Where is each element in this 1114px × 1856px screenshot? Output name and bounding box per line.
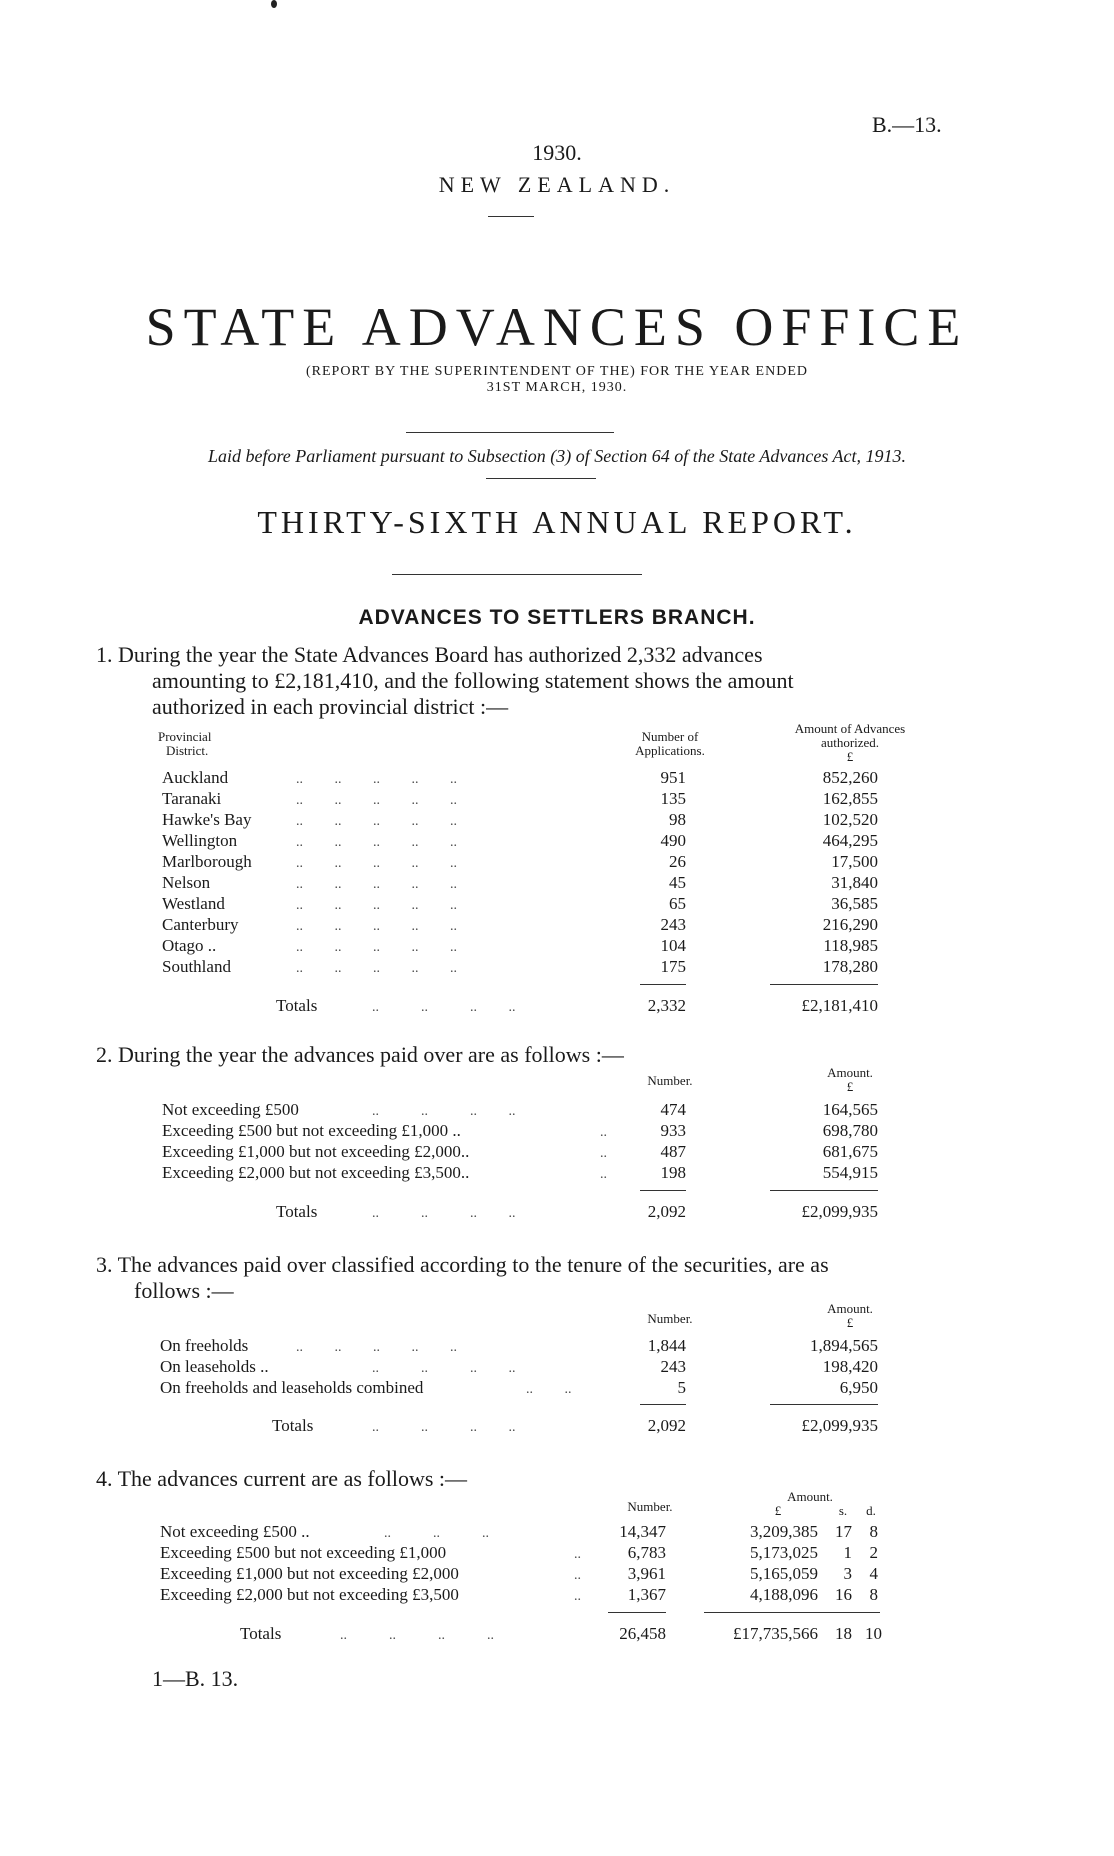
leader-dots: .. .. .. .. .. [296, 1340, 457, 1355]
leader-dots: .. [574, 1589, 581, 1604]
table3-number: 5 [677, 1378, 686, 1397]
table4-shillings: 17 [835, 1522, 852, 1541]
table4-pence: 4 [869, 1564, 878, 1583]
table1-total-label: Totals [276, 996, 318, 1015]
table2-number-total-rule [640, 1190, 686, 1191]
table3-amount-total-rule [770, 1404, 878, 1405]
leader-dots: .. .. .. .. [340, 1628, 494, 1643]
table1-amount: 464,295 [822, 831, 878, 850]
table1-number: 175 [660, 957, 686, 976]
table2-number: 487 [660, 1142, 686, 1161]
table4-total-shillings: 18 [835, 1624, 852, 1643]
table1-amount: 17,500 [831, 852, 878, 871]
table4-number: 14,347 [619, 1522, 666, 1541]
note-divider [486, 478, 596, 479]
table1-header-district: Provincial District. [158, 729, 212, 758]
table4-total-label: Totals [240, 1624, 282, 1643]
year: 1930. [532, 140, 582, 165]
table2-amount: 698,780 [822, 1121, 878, 1140]
table3-label: On freeholds and leaseholds combined [160, 1378, 424, 1397]
table3-header-amount: Amount. £ [827, 1301, 873, 1330]
leader-dots: .. [574, 1547, 581, 1562]
table4-label: Exceeding £1,000 but not exceeding £2,000 [160, 1564, 459, 1583]
table2-header-amount: Amount. £ [827, 1065, 873, 1094]
subtitle-divider [406, 432, 614, 433]
table4-total-pence: 10 [865, 1624, 882, 1643]
leader-dots: .. .. .. .. .. [296, 793, 457, 808]
leader-dots: .. .. .. .. .. [296, 835, 457, 850]
leader-dots: .. .. .. .. .. [296, 814, 457, 829]
leader-dots: .. [574, 1568, 581, 1583]
table2-total-number: 2,092 [647, 1202, 686, 1221]
table1-district: Otago .. [162, 936, 217, 955]
table1-amount: 36,585 [831, 894, 878, 913]
leader-dots: .. .. .. .. .. [296, 772, 457, 787]
leader-dots: .. .. .. .. .. [296, 898, 457, 913]
subtitle-line-2: 31ST MARCH, 1930. [486, 380, 628, 395]
table1-total-amount: £2,181,410 [801, 996, 878, 1015]
table4-number: 1,367 [627, 1585, 666, 1604]
leader-dots: .. .. .. .. [372, 1361, 516, 1376]
table2-total-amount: £2,099,935 [801, 1202, 878, 1221]
table1-amount: 162,855 [822, 789, 878, 808]
table4-shillings: 16 [835, 1585, 852, 1604]
table4-header-number: Number. [627, 1499, 673, 1514]
leader-dots: .. .. .. .. .. [296, 961, 457, 976]
table1-district: Westland [162, 894, 225, 913]
table1-district: Taranaki [162, 789, 222, 808]
table2-header-number: Number. [647, 1073, 693, 1088]
table1-header-number: Number of Applications. [635, 729, 705, 758]
para1-line-1: 1. During the year the State Advances Board has authorized 2,332 advances [96, 642, 763, 667]
table4-total-pounds: £17,735,566 [733, 1624, 818, 1643]
table4-number-total-rule [608, 1612, 666, 1613]
table2-total-label: Totals [276, 1202, 318, 1221]
para1-line-3: authorized in each provincial district :— [152, 694, 509, 719]
para1-line-2: amounting to £2,181,410, and the following statement shows the amount [152, 668, 794, 693]
table4-header-shillings: s. [838, 1503, 848, 1518]
table1-number: 104 [660, 936, 686, 955]
table3-number-total-rule [640, 1404, 686, 1405]
table4-header-pounds: £ [774, 1503, 782, 1518]
table1-amount: 178,280 [822, 957, 878, 976]
table2-label: Exceeding £1,000 but not exceeding £2,000.. [162, 1142, 470, 1161]
table1-amount: 852,260 [822, 768, 878, 787]
table2-label: Not exceeding £500 [162, 1100, 299, 1119]
table1-district: Marlborough [162, 852, 252, 871]
table4-label: Exceeding £2,000 but not exceeding £3,500 [160, 1585, 459, 1604]
table4-pence: 2 [869, 1543, 878, 1562]
table1-number: 45 [669, 873, 686, 892]
table1-number: 135 [660, 789, 686, 808]
leader-dots: .. [600, 1125, 607, 1140]
leader-dots: .. .. .. .. .. [296, 877, 457, 892]
table2-amount: 164,565 [822, 1100, 878, 1119]
table4-header-pence: d. [866, 1503, 876, 1518]
header-divider [488, 216, 534, 217]
table4-pounds: 4,188,096 [750, 1585, 818, 1604]
table2-number: 933 [660, 1121, 686, 1140]
leader-dots: .. .. .. [384, 1526, 489, 1541]
ink-speck [271, 0, 277, 8]
leader-dots: .. .. [526, 1382, 572, 1397]
table1-district: Wellington [162, 831, 238, 850]
table1-amount: 118,985 [823, 936, 878, 955]
leader-dots: .. [600, 1146, 607, 1161]
table3-number: 243 [660, 1357, 686, 1376]
table4-pounds: 5,165,059 [750, 1564, 818, 1583]
table1-total-number: 2,332 [647, 996, 686, 1015]
table3-amount: 198,420 [822, 1357, 878, 1376]
report-title: THIRTY-SIXTH ANNUAL REPORT. [257, 504, 857, 540]
table1-district: Hawke's Bay [162, 810, 252, 829]
leader-dots: .. .. .. .. [372, 1420, 516, 1435]
table4-label: Exceeding £500 but not exceeding £1,000 [160, 1543, 447, 1562]
table4-pounds: 3,209,385 [750, 1522, 818, 1541]
leader-dots: .. .. .. .. .. [296, 856, 457, 871]
table1-number: 98 [669, 810, 686, 829]
table4-shillings: 1 [843, 1543, 852, 1562]
table1-number-total-rule [640, 984, 686, 985]
table2-label: Exceeding £2,000 but not exceeding £3,500.. [162, 1163, 470, 1182]
table4-pence: 8 [869, 1522, 878, 1541]
table4-number: 3,961 [627, 1564, 666, 1583]
leader-dots: .. .. .. .. [372, 1000, 516, 1015]
country: NEW ZEALAND. [438, 172, 676, 197]
table2-label: Exceeding £500 but not exceeding £1,000 .. [162, 1121, 461, 1140]
leader-dots: .. .. .. .. [372, 1206, 516, 1221]
table1-district: Canterbury [162, 915, 239, 934]
table3-total-label: Totals [272, 1416, 314, 1435]
table4-header-amount: Amount. [787, 1489, 833, 1504]
table1-number: 65 [669, 894, 686, 913]
para4-text: 4. The advances current are as follows :— [96, 1466, 468, 1491]
table1-number: 243 [660, 915, 686, 934]
leader-dots: .. .. .. .. [372, 1104, 516, 1119]
table1-header-amount: Amount of Advances authorized. £ [794, 721, 906, 764]
table3-amount: 1,894,565 [810, 1336, 878, 1355]
table4-amount-total-rule [704, 1612, 880, 1613]
table4-shillings: 3 [843, 1564, 852, 1583]
table1-district: Southland [162, 957, 231, 976]
table1-number: 951 [660, 768, 686, 787]
leader-dots: .. [600, 1167, 607, 1182]
table1-district: Nelson [162, 873, 211, 892]
leader-dots: .. .. .. .. .. [296, 919, 457, 934]
table2-number: 198 [660, 1163, 686, 1182]
document-reference: B.—13. [872, 112, 942, 137]
table4-number: 6,783 [627, 1543, 666, 1562]
para2-text: 2. During the year the advances paid over are as follows :— [96, 1042, 624, 1067]
table3-label: On freeholds [160, 1336, 249, 1355]
table2-amount: 681,675 [822, 1142, 878, 1161]
table3-total-number: 2,092 [647, 1416, 686, 1435]
table1-amount: 31,840 [831, 873, 878, 892]
table2-amount: 554,915 [822, 1163, 878, 1182]
table3-total-amount: £2,099,935 [801, 1416, 878, 1435]
report-title-divider [392, 574, 642, 575]
table1-amount-total-rule [770, 984, 878, 985]
table1-amount: 102,520 [822, 810, 878, 829]
section-title: ADVANCES TO SETTLERS BRANCH. [358, 606, 756, 629]
footer-signature: 1—B. 13. [152, 1666, 239, 1691]
table3-amount: 6,950 [839, 1378, 878, 1397]
table4-total-number: 26,458 [619, 1624, 666, 1643]
table3-header-number: Number. [647, 1311, 693, 1326]
table2-number: 474 [660, 1100, 686, 1119]
table1-amount: 216,290 [822, 915, 878, 934]
table1-number: 26 [669, 852, 686, 871]
table1-number: 490 [660, 831, 686, 850]
table4-pounds: 5,173,025 [750, 1543, 818, 1562]
subtitle-line-1: (REPORT BY THE SUPERINTENDENT OF THE) FOR THE YEAR ENDED [305, 364, 808, 379]
leader-dots: .. .. .. .. .. [296, 940, 457, 955]
para3-line-2: follows :— [134, 1278, 234, 1303]
para3-line-1: 3. The advances paid over classified according to the tenure of the securities, are as [96, 1252, 829, 1277]
table3-number: 1,844 [647, 1336, 686, 1355]
main-title: STATE ADVANCES OFFICE [145, 297, 969, 357]
table3-label: On leaseholds .. [160, 1357, 269, 1376]
laid-before-note: Laid before Parliament pursuant to Subsection (3) of Section 64 of the State Advances Act, 1913. [207, 446, 907, 466]
table4-label: Not exceeding £500 .. [160, 1522, 310, 1541]
table4-pence: 8 [869, 1585, 878, 1604]
table1-district: Auckland [162, 768, 229, 787]
table2-amount-total-rule [770, 1190, 878, 1191]
